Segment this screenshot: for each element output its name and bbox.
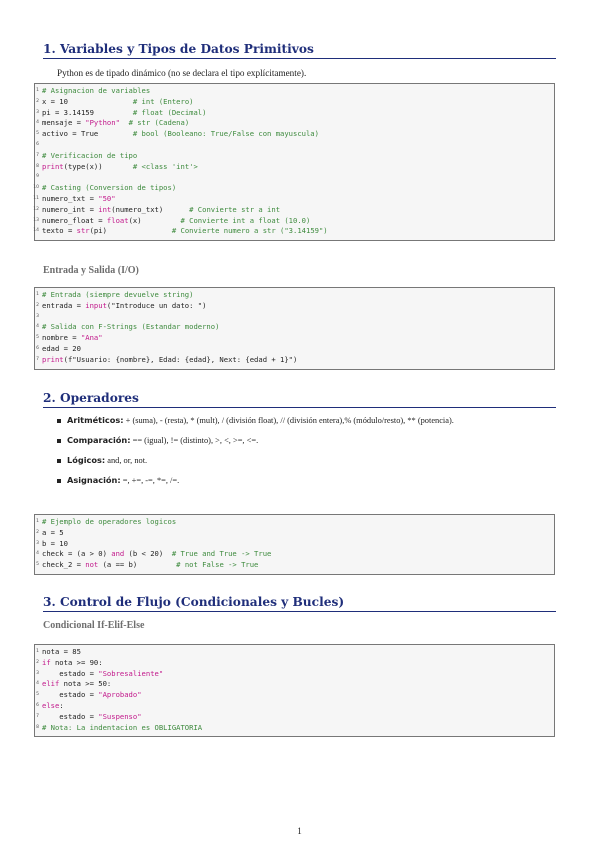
line-number: 1 [36,519,39,524]
code-line [35,355,554,366]
line-number: 4 [36,120,39,126]
section-3-title: 3. Control de Flujo (Condicionales y Bucles) [43,595,556,612]
list-item-label: Asignación: [67,475,121,485]
list-item-text: == (igual), != (distinto), >, <, >=, <=. [130,436,259,445]
list-item-label: Lógicos: [67,455,106,465]
code-text: check_2 = [42,560,86,570]
code-keyword: float [106,215,129,225]
code-space [103,162,133,171]
line-number: 4 [36,324,39,330]
code-line [35,528,554,539]
code-line [35,344,554,355]
code-space [120,118,129,127]
list-item-text: and, or, not. [105,456,148,465]
line-number: 10 [33,185,39,191]
code-line [35,658,554,669]
line-number: 3 [36,109,39,115]
code-line [35,290,554,301]
code-comment: # Salida con F-Strings (Estandar moderno) [42,322,220,332]
line-number: 13 [33,217,39,223]
code-line [35,712,554,723]
code-line [35,701,554,712]
line-number: 3 [36,670,39,676]
code-text: estado = [42,711,99,721]
code-keyword: str [76,226,90,236]
code-line [35,226,554,237]
line-number: 2 [36,659,39,665]
list-item [57,475,557,486]
code-comment: # bool (Booleano: True/False con mayuscula) [132,129,319,139]
line-number: 11 [33,195,39,201]
code-block-logical [34,514,555,575]
code-text: (pi) [89,226,107,236]
code-space [163,549,172,558]
code-comment: # Convierte numero a str ("3.14159") [171,226,328,236]
code-block-ifelse [34,644,555,737]
code-space [142,216,181,225]
section-2-title: 2. Operadores [43,391,556,408]
code-keyword: if [42,657,51,667]
line-number: 6 [36,345,39,351]
code-line [35,301,554,312]
code-keyword: print [42,354,64,364]
code-text: nota >= 90: [50,657,103,667]
line-number: 6 [36,702,39,708]
line-number: 8 [36,163,39,169]
code-text: mensaje = [42,118,86,128]
code-comment: # <class 'int'> [132,161,198,171]
list-item-label: Aritméticos: [67,415,124,425]
code-line [35,723,554,734]
code-string: "Aprobado" [98,690,142,700]
code-space [94,108,133,117]
line-number: 5 [36,335,39,341]
code-line [35,647,554,658]
code-comment: # Nota: La indentacion es OBLIGATORIA [42,722,203,732]
line-number: 4 [36,551,39,557]
code-line [35,86,554,97]
code-comment: # Entrada (siempre devuelve string) [42,290,194,299]
code-text: numero_txt = [42,193,99,203]
line-number: 5 [36,562,39,568]
code-line [35,679,554,690]
code-text: estado = [42,668,99,678]
code-space [137,560,176,569]
code-text: numero_float = [42,215,107,225]
code-text: nota >= 50: [59,679,112,689]
code-space [68,97,133,106]
code-text: : [59,700,64,710]
line-number: 1 [36,649,39,654]
code-text: (type(x)) [63,161,103,171]
line-number: 2 [36,302,39,308]
line-number: 9 [36,174,39,180]
line-number: 7 [36,356,39,362]
code-line [35,517,554,528]
code-line [35,333,554,344]
section-1-intro: Python es de tipado dinámico (no se declara el tipo explícitamente). [57,68,307,78]
code-comment: # float (Decimal) [132,107,207,117]
code-keyword: elif [42,679,60,689]
code-text: b = 10 [42,538,68,548]
code-line [35,549,554,560]
code-comment: # Ejemplo de operadores logicos [42,517,177,526]
code-line [35,118,554,129]
code-text: ("Introduce un dato: ") [106,300,207,310]
code-text: a = 5 [42,527,64,537]
code-line [35,690,554,701]
code-text: x = 10 [42,96,68,106]
code-text: (f"Usuario: {nombre}, Edad: {edad}, Next: {edad + 1}") [63,354,298,364]
code-line [35,322,554,333]
code-keyword: else [42,700,60,710]
section-1-title: 1. Variables y Tipos de Datos Primitivos [43,42,556,59]
code-keyword: int [98,204,112,214]
code-text: texto = [42,226,77,236]
code-line [35,312,554,323]
code-string: "Ana" [80,333,103,343]
code-line [35,151,554,162]
code-line [35,205,554,216]
code-comment: # not False -> True [176,560,259,570]
code-line [35,129,554,140]
list-item [57,415,557,426]
code-space [98,129,133,138]
code-keyword: not [85,560,99,570]
code-comment: # Casting (Conversion de tipos) [42,183,177,193]
code-text: (b < 20) [124,549,164,559]
line-number: 2 [36,98,39,104]
code-line [35,539,554,550]
line-number: 7 [36,713,39,719]
list-item [57,455,557,466]
code-comment: # str (Cadena) [128,118,190,128]
code-keyword: input [85,300,107,310]
line-number: 5 [36,692,39,698]
operators-list [57,415,557,495]
code-line [35,162,554,173]
code-line [35,183,554,194]
code-keyword: and [111,549,125,559]
line-number: 14 [33,228,39,234]
code-block-io [34,287,555,370]
code-text: nombre = [42,333,81,343]
line-number: 1 [36,292,39,297]
code-text: edad = 20 [42,343,81,353]
code-text: check = (a > 0) [42,549,112,559]
code-block-variables [34,83,555,241]
code-line [35,194,554,205]
code-text: (x) [128,215,142,225]
code-line [35,172,554,183]
code-string: "Python" [85,118,120,128]
code-comment: # Convierte str a int [189,204,281,214]
code-space [163,205,189,214]
code-text: (numero_txt) [111,204,164,214]
line-number: 8 [36,724,39,730]
code-comment: # Verificacion de tipo [42,150,138,160]
code-line [35,140,554,151]
list-item-label: Comparación: [67,435,131,445]
code-string: "Suspenso" [98,711,142,721]
code-comment: # True and True -> True [171,549,272,559]
code-string: "Sobresaliente" [98,668,164,678]
line-number: 4 [36,681,39,687]
code-text: nota = 85 [42,647,81,656]
code-comment: # Asignacion de variables [42,86,151,95]
code-line [35,108,554,119]
line-number: 1 [36,88,39,93]
code-text: estado = [42,690,99,700]
line-number: 6 [36,141,39,147]
line-number: 3 [36,313,39,319]
subsection-ifelse-title: Condicional If-Elif-Else [43,620,145,631]
line-number: 12 [33,206,39,212]
line-number: 3 [36,540,39,546]
code-text: entrada = [42,300,86,310]
code-text: pi = 3.14159 [42,107,94,117]
code-line [35,97,554,108]
code-text: numero_int = [42,204,99,214]
code-line [35,560,554,571]
subsection-io-title: Entrada y Salida (I/O) [43,265,139,276]
code-comment: # int (Entero) [132,96,194,106]
code-text: activo = True [42,129,99,139]
line-number: 2 [36,529,39,535]
code-line [35,669,554,680]
line-number: 7 [36,152,39,158]
code-text: (a == b) [98,560,138,570]
code-space [107,226,172,235]
code-keyword: print [42,161,64,171]
list-item-text: + (suma), - (resta), * (mult), / (división float), // (división entera),% (módulo/resto), ** (potencia). [123,416,454,425]
code-line [35,216,554,227]
code-comment: # Convierte int a float (10.0) [180,215,311,225]
list-item [57,435,557,446]
page-number: 1 [297,826,302,836]
line-number: 5 [36,131,39,137]
list-item-text: =, +=, -=, *=, /=. [120,476,180,485]
code-string: "50" [98,193,116,203]
